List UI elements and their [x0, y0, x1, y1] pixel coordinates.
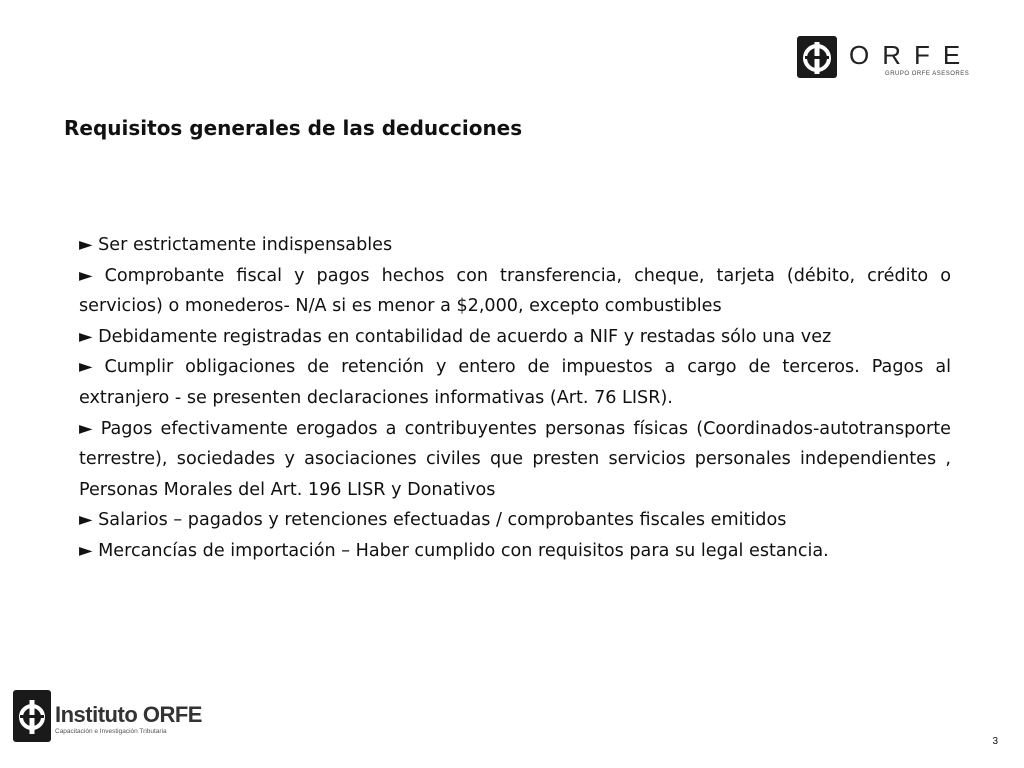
- list-item-text: Debidamente registradas en contabilidad de acuerdo a NIF y restadas sólo una vez: [98, 326, 832, 347]
- list-item: [79, 322, 951, 353]
- list-item: [79, 414, 951, 506]
- bullet-arrow-icon: ►: [79, 235, 93, 255]
- bullet-arrow-icon: ►: [79, 510, 93, 531]
- page-number: 3: [992, 736, 998, 747]
- orfe-header-logo: [797, 36, 974, 80]
- list-item: [79, 261, 951, 322]
- bullet-arrow-icon: ►: [79, 357, 93, 378]
- bullet-arrow-icon: ►: [79, 540, 93, 561]
- list-item-text: Comprobante fiscal y pagos hechos con transferencia, cheque, tarjeta (débito, crédito o servicios) o monederos- N/A si es menor a $2,000, excepto combustibles: [79, 265, 951, 317]
- list-item: [79, 505, 951, 536]
- institute-name: Instituto ORFE: [55, 702, 202, 727]
- list-item-text: Pagos efectivamente erogados a contribuyentes personas físicas (Coordinados-autotransporte terrestre), sociedades y asociaciones civiles que presten servicios personales independientes , Personas Morales del Art. 196 LISR y Donativos: [79, 418, 952, 500]
- list-item-text: Cumplir obligaciones de retención y entero de impuestos a cargo de terceros. Pagos al extranjero - se presenten declaraciones informativas (Art. 76 LISR).: [79, 357, 952, 408]
- list-item: [79, 536, 951, 567]
- instituto-orfe-logo: [13, 690, 203, 746]
- list-item-text: Mercancías de importación – Haber cumplido con requisitos para su legal estancia.: [98, 540, 829, 561]
- bullet-arrow-icon: ►: [79, 418, 93, 439]
- logo-tagline: GRUPO ORFE ASESORES: [885, 71, 970, 77]
- slide-title: Requisitos generales de las deducciones: [64, 116, 523, 140]
- list-item: [79, 352, 951, 413]
- list-item-text: Salarios – pagados y retenciones efectuadas / comprobantes fiscales emitidos: [98, 510, 787, 531]
- instituto-logo-icon: [13, 690, 51, 742]
- logo-wordmark: ORFE: [849, 40, 974, 70]
- orfe-logo-icon: [797, 36, 837, 78]
- bullet-arrow-icon: ►: [79, 265, 93, 286]
- list-item: [79, 230, 951, 261]
- list-item-text: Ser estrictamente indispensables: [98, 235, 393, 255]
- requirements-list: [79, 230, 951, 567]
- bullet-arrow-icon: ►: [79, 326, 93, 347]
- institute-subtitle: Capacitación e Investigación Tributaria: [55, 728, 167, 735]
